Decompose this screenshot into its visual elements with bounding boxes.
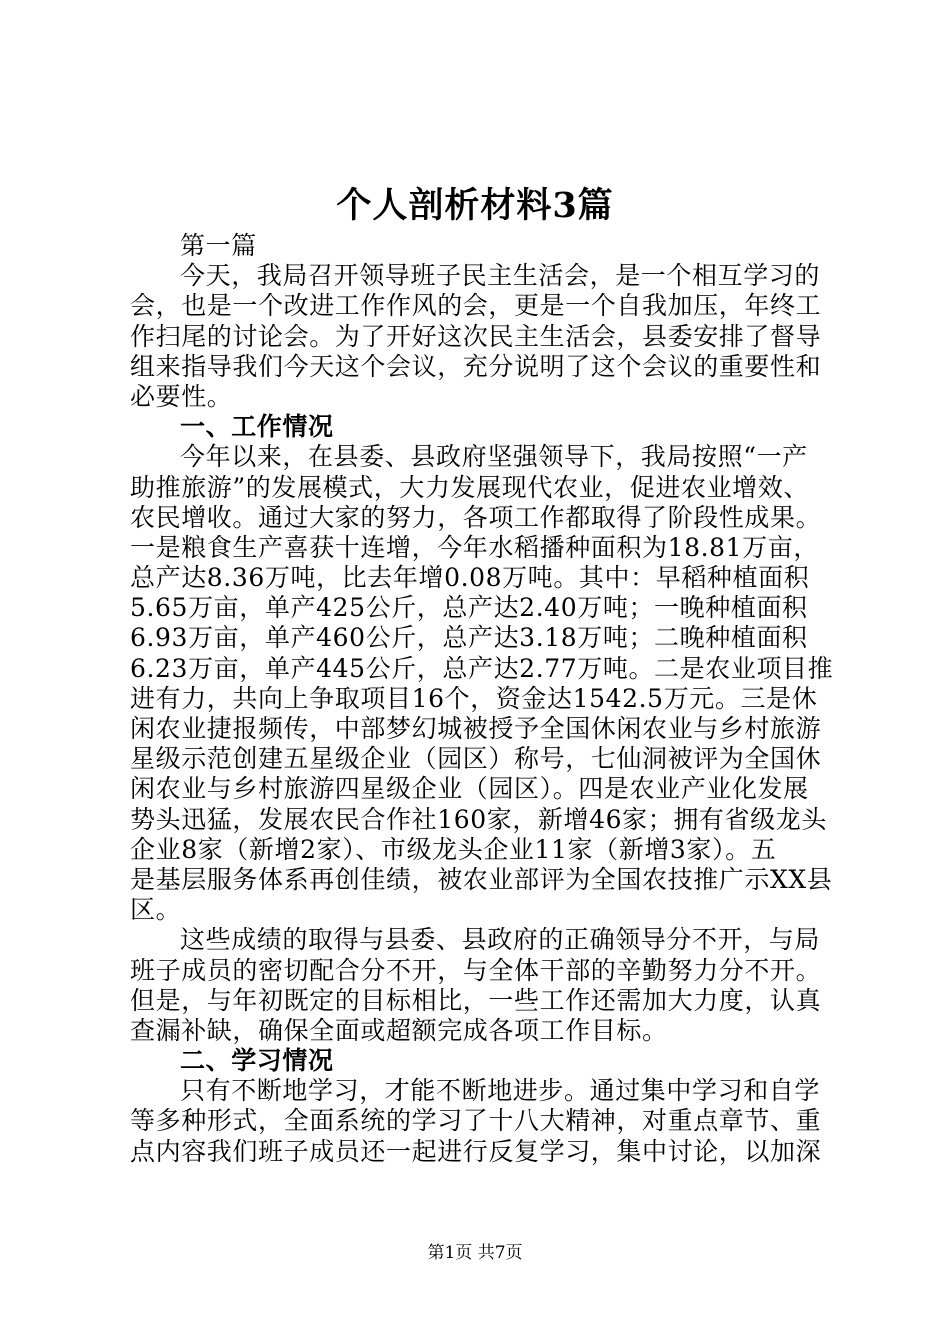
text-line: 总产达8.36万吨，比去年增0.08万吨。其中：早稻种植面积 [130,563,810,593]
text-line: 闲农业与乡村旅游四星级企业（园区）。四是农业产业化发展 [130,774,809,804]
text-line: 助推旅游”的发展模式，大力发展现代农业，促进农业增效、 [130,472,809,502]
page-footer: 第1页 共7页 [427,1243,523,1263]
text-line: 闲农业捷报频传，中部梦幻城被授予全国休闲农业与乡村旅游 [130,714,822,743]
text-line: 作扫尾的讨论会。为了开好这次民主生活会，县委安排了督导 [130,321,822,351]
text-line: 进有力，共向上争取项目16个，资金达1542.5万元。三是休 [130,683,818,713]
text-line: 必要性。 [130,381,233,411]
text-line: 今年以来，在县委、县政府坚强领导下，我局按照“一产 [180,442,808,472]
text-line: 企业8家（新增2家）、市级龙头企业11家（新增3家）。五 [130,834,777,864]
text-line: 点内容我们班子成员还一起进行反复学习，集中讨论，以加深 [130,1136,822,1166]
document-body [130,231,834,1167]
text-line: 6.93万亩，单产460公斤，总产达3.18万吨；二晚种植面积 [130,623,808,653]
section-heading: 二、学习情况 [180,1046,334,1076]
text-line: 势头迅猛，发展农民合作社160家，新增46家；拥有省级龙头 [130,804,827,834]
section-heading: 一、工作情况 [180,412,334,442]
text-line: 查漏补缺，确保全面或超额完成各项工作目标。 [130,1015,668,1045]
text-line: 农民增收。通过大家的努力，各项工作都取得了阶段性成果。 [130,502,822,532]
text-line: 5.65万亩，单产425公斤，总产达2.40万吨；一晚种植面积 [130,593,808,623]
text-line: 这些成绩的取得与县委、县政府的正确领导分不开，与局 [180,925,821,955]
text-line: 会，也是一个改进工作作风的会，更是一个自我加压，年终工 [130,291,822,321]
text-line: 是基层服务体系再创佳绩，被农业部评为全国农技推广示XX县 [130,864,833,894]
text-line: 今天，我局召开领导班子民主生活会，是一个相互学习的 [180,261,821,291]
text-line: 但是，与年初既定的目标相比，一些工作还需加大力度，认真 [130,985,822,1015]
text-line: 6.23万亩，单产445公斤，总产达2.77万吨。二是农业项目推 [130,653,834,683]
text-line: 一是粮食生产喜获十连增，今年水稻播种面积为18.81万亩， [130,532,819,562]
text-line: 只有不断地学习，才能不断地进步。通过集中学习和自学 [180,1076,821,1106]
text-line: 第一篇 [180,231,257,260]
text-line: 班子成员的密切配合分不开，与全体干部的辛勤努力分不开。 [130,955,822,985]
text-line: 等多种形式，全面系统的学习了十八大精神，对重点章节、重 [130,1106,822,1136]
text-line: 组来指导我们今天这个会议，充分说明了这个会议的重要性和 [130,351,822,381]
text-line: 星级示范创建五星级企业（园区）称号，七仙洞被评为全国休 [130,744,822,774]
text-line: 区。 [130,895,182,925]
document-title: 个人剖析材料3篇 [336,185,614,226]
